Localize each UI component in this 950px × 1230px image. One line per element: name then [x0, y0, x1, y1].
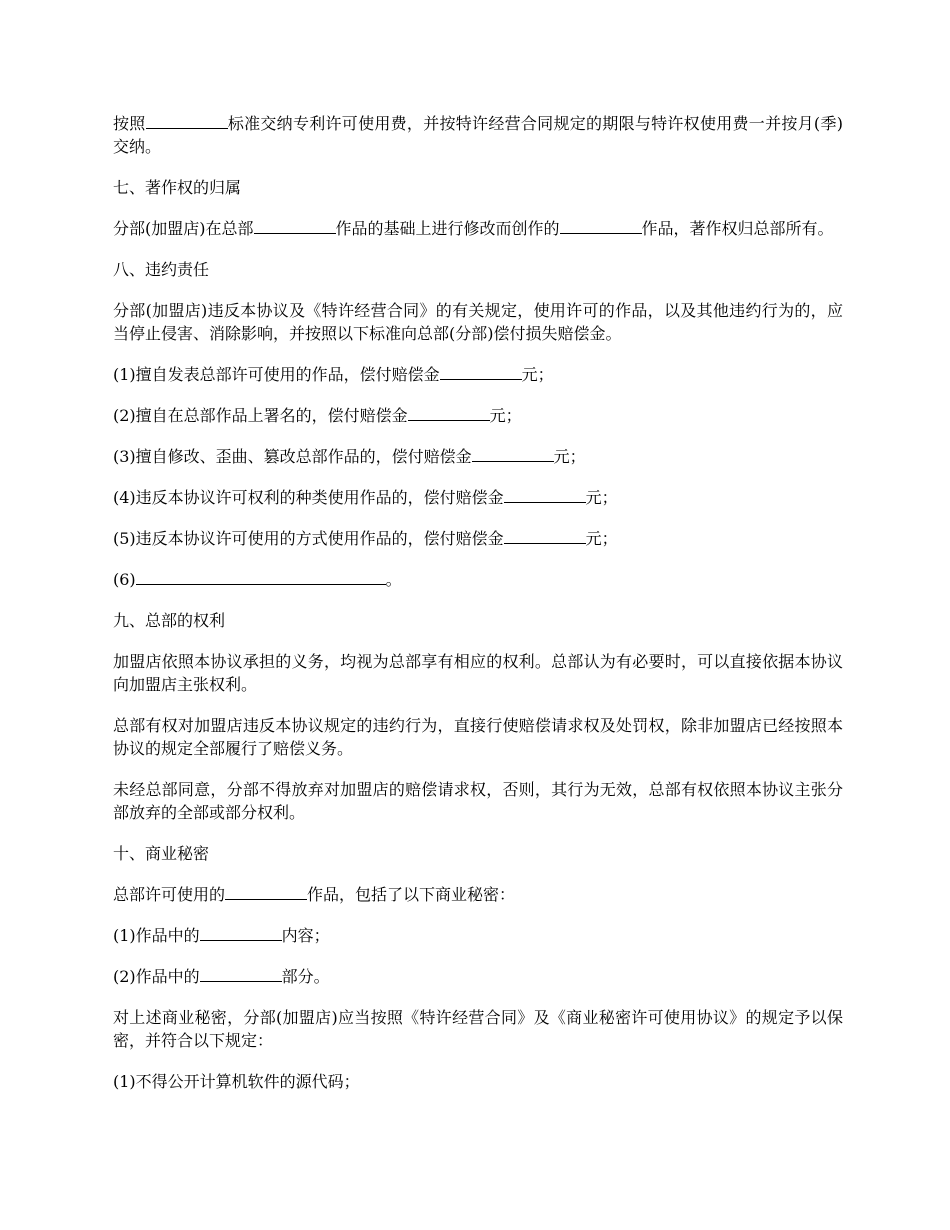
fill-blank[interactable] [504, 528, 586, 544]
list-item: (4)违反本协议许可权利的种类使用作品的，偿付赔偿金 元； [113, 488, 618, 507]
list-item: (3)擅自修改、歪曲、篡改总部作品的，偿付赔偿金 元； [113, 447, 586, 466]
fill-blank[interactable] [225, 884, 307, 900]
paragraph-hq-rights-1: 加盟店依照本协议承担的义务，均视为总部享有相应的权利。总部认为有必要时，可以直接依据本协议向加盟店主张权利。 [113, 652, 843, 694]
fill-blank[interactable] [200, 966, 282, 982]
fill-blank[interactable] [146, 113, 228, 129]
section-heading-8: 八、违约责任 [113, 260, 210, 279]
paragraph-trade-secret: 总部许可使用的 作品，包括了以下商业秘密： [113, 885, 516, 904]
list-item: (2)作品中的 部分。 [113, 967, 330, 986]
list-item: (1)擅自发表总部许可使用的作品，偿付赔偿金 元； [113, 365, 554, 384]
fill-blank[interactable] [440, 364, 522, 380]
list-item: (2)擅自在总部作品上署名的，偿付赔偿金 元； [113, 406, 522, 425]
paragraph-hq-rights-2: 总部有权对加盟店违反本协议规定的违约行为，直接行使赔偿请求权及处罚权，除非加盟店已经按照本协议的规定全部履行了赔偿义务。 [113, 716, 843, 758]
section-heading-10: 十、商业秘密 [113, 844, 210, 863]
fill-blank[interactable] [254, 218, 336, 234]
list-item: (6) 。 [113, 570, 402, 589]
paragraph-breach: 分部(加盟店)违反本协议及《特许经营合同》的有关规定，使用许可的作品，以及其他违约行为的，应当停止侵害、消除影响，并按照以下标准向总部(分部)偿付损失赔偿金。 [113, 301, 843, 343]
list-item: (1)不得公开计算机软件的源代码； [113, 1072, 360, 1091]
fill-blank[interactable] [408, 405, 490, 421]
section-heading-9: 九、总部的权利 [113, 611, 226, 630]
list-item: (5)违反本协议许可使用的方式使用作品的，偿付赔偿金 元； [113, 529, 618, 548]
paragraph-hq-rights-3: 未经总部同意，分部不得放弃对加盟店的赔偿请求权，否则，其行为无效，总部有权依照本协议主张分部放弃的全部或部分权利。 [113, 780, 843, 822]
fill-blank[interactable] [136, 569, 386, 585]
paragraph-copyright: 分部(加盟店)在总部 作品的基础上进行修改而创作的 作品，著作权归总部所有。 [113, 219, 834, 238]
fill-blank[interactable] [504, 487, 586, 503]
section-heading-7: 七、著作权的归属 [113, 178, 242, 197]
list-item: (1)作品中的 内容； [113, 926, 330, 945]
fill-blank[interactable] [560, 218, 642, 234]
document-body [113, 112, 843, 1111]
fill-blank[interactable] [472, 446, 554, 462]
paragraph-patent-fee: 按照 标准交纳专利许可使用费，并按特许经营合同规定的期限与特许权使用费一并按月(季)交纳。 [113, 114, 843, 156]
fill-blank[interactable] [200, 925, 282, 941]
paragraph-confidentiality: 对上述商业秘密，分部(加盟店)应当按照《特许经营合同》及《商业秘密许可使用协议》的规定予以保密，并符合以下规定： [113, 1008, 843, 1050]
